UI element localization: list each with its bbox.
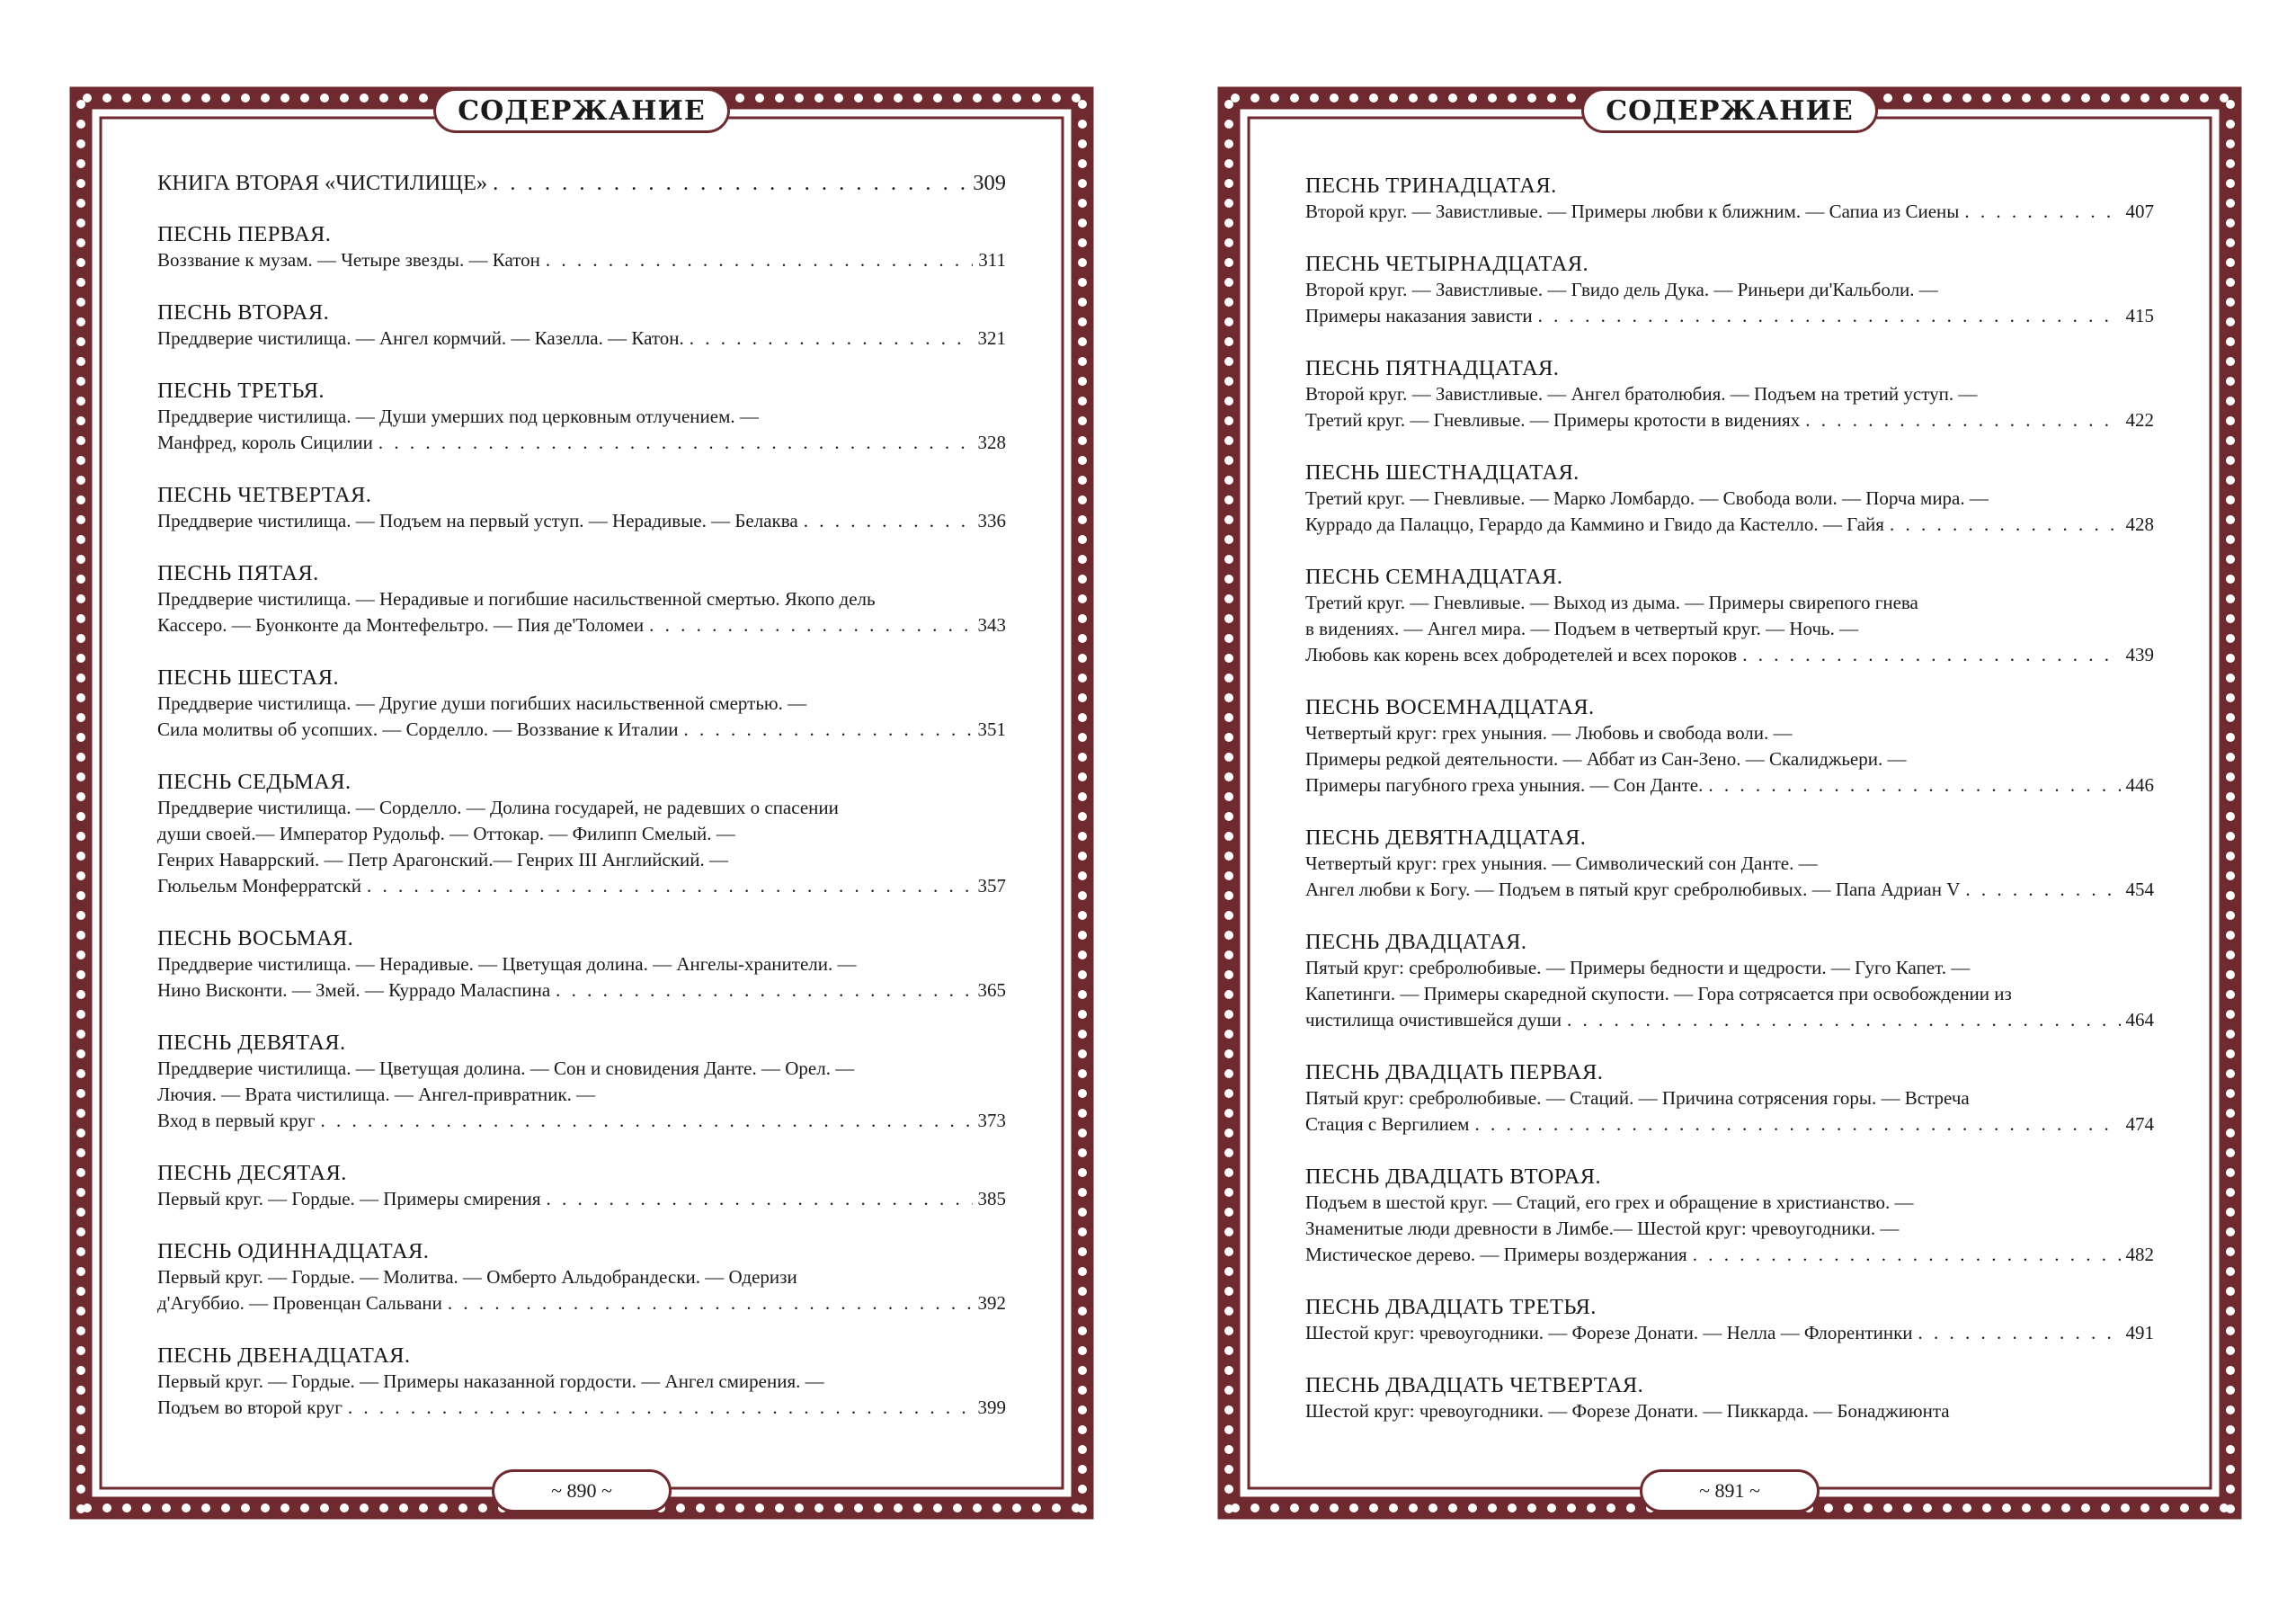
dot-leader: [683, 717, 972, 743]
canto-heading: ПЕСНЬ ПЯТНАДЦАТАЯ.: [1305, 356, 1560, 380]
canto-summary-line: Второй круг. — Завистливые. — Ангел братолюбия. — Подъем на третий уступ. —: [1305, 383, 1978, 405]
toc-row: [1305, 1111, 2154, 1138]
dot-leader: [321, 1108, 973, 1134]
entry-text: Подъем во второй круг: [157, 1396, 343, 1418]
canto-heading: ПЕСНЬ СЕМНАДЦАТАЯ.: [1305, 565, 1563, 589]
canto-summary-line: Знаменитые люди древности в Лимбе.— Шестой круг: чревоугодники. —: [1305, 1218, 1900, 1239]
dot-leader: [1742, 642, 2120, 668]
entry-page-number: 385: [977, 1188, 1006, 1209]
dot-leader: [1918, 1320, 2121, 1346]
canto-summary-line: Капетинги. — Примеры скаредной скупости. — Гора сотрясается при освобождении из: [1305, 983, 2012, 1004]
canto-heading: ПЕСНЬ ВОСЬМАЯ.: [157, 926, 354, 950]
entry-page-number: 474: [2125, 1113, 2154, 1135]
entry-text: Куррадо да Палаццо, Герардо да Каммино и Гвидо да Кастелло. — Гайя: [1305, 513, 1884, 535]
dot-leader: [804, 508, 973, 534]
canto-heading: ПЕСНЬ ДВАДЦАТЬ ТРЕТЬЯ.: [1305, 1295, 1597, 1319]
dot-leader: [1965, 877, 2120, 903]
entry-page-number: 482: [2125, 1244, 2154, 1265]
entry-text: чистилища очистившейся души: [1305, 1009, 1562, 1031]
entry-page-number: 357: [977, 875, 1006, 897]
dot-leader: [1964, 199, 2120, 225]
entry-text: Примеры наказания зависти: [1305, 305, 1533, 326]
entry-page-number: 392: [977, 1292, 1006, 1314]
table-of-contents-right: [1305, 173, 2154, 1450]
canto-summary-line: души своей.— Император Рудольф. — Оттокар. — Филипп Смелый. —: [157, 823, 735, 844]
canto-heading: ПЕСНЬ ПЕРВАЯ.: [157, 222, 332, 246]
entry-text: Гюльельм Монферратскй: [157, 875, 362, 897]
toc-row: [1305, 642, 2154, 668]
toc-entry: [1305, 929, 2154, 1033]
entry-page-number: 491: [2125, 1322, 2154, 1343]
canto-summary-line: Пятый круг: сребролюбивые. — Стаций. — Причина сотрясения горы. — Встреча: [1305, 1087, 1970, 1109]
toc-row: [157, 1186, 1006, 1212]
dot-leader: [1805, 407, 2120, 433]
entry-page-number: 373: [977, 1110, 1006, 1131]
dot-leader: [1708, 772, 2120, 799]
dot-leader: [1567, 1007, 2121, 1033]
dot-leader: [556, 977, 972, 1004]
dot-leader: [1693, 1242, 2121, 1268]
dot-leader: [649, 612, 972, 638]
toc-row: [157, 1290, 1006, 1316]
entry-page-number: 415: [2125, 305, 2154, 326]
toc-row: [157, 169, 1006, 198]
dot-leader: [493, 169, 967, 198]
dot-leader: [348, 1395, 973, 1421]
toc-entry: [157, 221, 1006, 273]
entry-text: Воззвание к музам. — Четыре звезды. — Катон: [157, 249, 540, 271]
canto-summary-line: Второй круг. — Завистливые. — Гвидо дель Дука. — Риньери ди'Кальболи. —: [1305, 279, 1938, 300]
canto-summary-line: Пятый круг: сребролюбивые. — Примеры бедности и щедрости. — Гуго Капет. —: [1305, 957, 1971, 978]
entry-text: Шестой круг: чревоугодники. — Форезе Донати. — Нелла — Флорентинки: [1305, 1322, 1913, 1343]
toc-row: [1305, 303, 2154, 329]
entry-page-number: 439: [2125, 644, 2154, 665]
entry-page-number: 328: [977, 432, 1006, 453]
entry-text: Ангел любви к Богу. — Подъем в пятый круг сребролюбивых. — Папа Адриан V: [1305, 879, 1961, 900]
entry-text: Кассеро. — Буонконте да Монтефельтро. — Пия де'Толомеи: [157, 614, 645, 636]
toc-entry: [1305, 825, 2154, 903]
canto-heading: ПЕСНЬ ОДИННАДЦАТАЯ.: [157, 1239, 430, 1263]
toc-row: [157, 508, 1006, 534]
right-page: [1217, 86, 2242, 1520]
toc-row: [157, 1395, 1006, 1421]
toc-entry: [1305, 355, 2154, 433]
canto-heading: ПЕСНЬ ТРИНАДЦАТАЯ.: [1305, 174, 1557, 198]
dot-leader: [378, 430, 973, 456]
page-title: СОДЕРЖАНИЕ: [1581, 88, 1878, 133]
toc-entry: [157, 665, 1006, 743]
entry-page-number: 464: [2125, 1009, 2154, 1031]
toc-entry: [157, 299, 1006, 352]
entry-page-number: 309: [973, 171, 1006, 195]
toc-row: [1305, 407, 2154, 433]
page-title: СОДЕРЖАНИЕ: [433, 88, 730, 133]
entry-page-number: 428: [2125, 513, 2154, 535]
canto-heading: ПЕСНЬ ДВАДЦАТЬ ПЕРВАЯ.: [1305, 1060, 1604, 1084]
dot-leader: [448, 1290, 973, 1316]
canto-summary-line: Первый круг. — Гордые. — Примеры наказанной гордости. — Ангел смирения. —: [157, 1370, 824, 1392]
entry-text: Нино Висконти. — Змей. — Куррадо Маласпина: [157, 979, 551, 1001]
dot-leader: [546, 247, 973, 273]
toc-entry: [1305, 1372, 2154, 1424]
page-number: ~ 891 ~: [1640, 1469, 1820, 1512]
canto-summary-line: Четвертый круг: грех уныния. — Любовь и свобода воли. —: [1305, 722, 1793, 744]
toc-entry: [1305, 1294, 2154, 1346]
canto-heading: ПЕСНЬ ДВАДЦАТЬ ВТОРАЯ.: [1305, 1164, 1601, 1189]
toc-row: [1305, 512, 2154, 538]
entry-text: Стация с Вергилием: [1305, 1113, 1470, 1135]
entry-text: Сила молитвы об усопших. — Сорделло. — Воззвание к Италии: [157, 718, 679, 740]
toc-row: [1305, 1320, 2154, 1346]
toc-row: [1305, 877, 2154, 903]
toc-entry: [1305, 694, 2154, 799]
page-number: ~ 890 ~: [492, 1469, 672, 1512]
canto-summary-line: Третий круг. — Гневливые. — Выход из дыма. — Примеры свирепого гнева: [1305, 592, 1918, 613]
entry-page-number: 407: [2125, 201, 2154, 222]
toc-entry: [1305, 1059, 2154, 1138]
entry-text: Первый круг. — Гордые. — Примеры смирения: [157, 1188, 541, 1209]
canto-heading: ПЕСНЬ ВТОРАЯ.: [157, 300, 330, 325]
entry-page-number: 365: [977, 979, 1006, 1001]
canto-summary-line: Подъем в шестой круг. — Стаций, его грех и обращение в христианство. —: [1305, 1191, 1914, 1213]
entry-page-number: 343: [977, 614, 1006, 636]
canto-summary-line: Генрих Наваррский. — Петр Арагонский.— Генрих III Английский. —: [157, 849, 728, 870]
entry-text: Второй круг. — Завистливые. — Примеры любви к ближним. — Сапиа из Сиены: [1305, 201, 1960, 222]
toc-entry: [157, 378, 1006, 456]
canto-summary-line: Преддверие чистилища. — Другие души погибших насильственной смертью. —: [157, 692, 807, 714]
canto-heading: ПЕСНЬ ДЕВЯТНАДЦАТАЯ.: [1305, 825, 1587, 850]
canto-heading: ПЕСНЬ ВОСЕМНАДЦАТАЯ.: [1305, 695, 1595, 719]
canto-heading: ПЕСНЬ ДВАДЦАТАЯ.: [1305, 930, 1527, 954]
canto-summary-line: Четвертый круг: грех уныния. — Символический сон Данте. —: [1305, 852, 1818, 874]
canto-summary-line: Преддверие чистилища. — Души умерших под церковным отлучением. —: [157, 406, 759, 427]
toc-row: [1305, 1007, 2154, 1033]
entry-text: Примеры пагубного греха уныния. — Сон Данте.: [1305, 774, 1704, 796]
toc-row: [157, 612, 1006, 638]
entry-text: Третий круг. — Гневливые. — Примеры кротости в видениях: [1305, 409, 1801, 431]
dot-leader: [1890, 512, 2121, 538]
canto-heading: ПЕСНЬ ДВЕНАДЦАТАЯ.: [157, 1343, 411, 1368]
canto-summary-line: Примеры редкой деятельности. — Аббат из Сан-Зено. — Скалиджьери. —: [1305, 748, 1907, 770]
toc-entry: [157, 1030, 1006, 1134]
canto-heading: ПЕСНЬ ДЕСЯТАЯ.: [157, 1161, 347, 1185]
canto-summary-line: Шестой круг: чревоугодники. — Форезе Донати. — Пиккарда. — Бонаджиюнта: [1305, 1400, 1950, 1422]
toc-row: [157, 873, 1006, 899]
toc-entry: [157, 769, 1006, 899]
dot-leader: [367, 873, 972, 899]
canto-heading: ПЕСНЬ ШЕСТНАДЦАТАЯ.: [1305, 460, 1580, 485]
toc-row: [157, 430, 1006, 456]
canto-summary-line: Лючия. — Врата чистилища. — Ангел-привратник. —: [157, 1084, 596, 1105]
canto-summary-line: Преддверие чистилища. — Нерадивые и погибшие насильственной смертью. Якопо дель: [157, 588, 876, 610]
toc-entry: [157, 560, 1006, 638]
toc-row: [157, 1108, 1006, 1134]
toc-entry: [157, 1343, 1006, 1421]
entry-page-number: 422: [2125, 409, 2154, 431]
entry-text: КНИГА ВТОРАЯ «ЧИСТИЛИЩЕ»: [157, 171, 488, 195]
dot-leader: [546, 1186, 972, 1212]
entry-page-number: 351: [977, 718, 1006, 740]
toc-entry: [157, 1160, 1006, 1212]
entry-page-number: 454: [2125, 879, 2154, 900]
entry-text: Вход в первый круг: [157, 1110, 316, 1131]
toc-entry: [1305, 251, 2154, 329]
entry-text: Мистическое дерево. — Примеры воздержания: [1305, 1244, 1687, 1265]
entry-page-number: 446: [2125, 774, 2154, 796]
toc-row: [1305, 1242, 2154, 1268]
toc-row: [157, 977, 1006, 1004]
entry-page-number: 321: [977, 327, 1006, 349]
toc-entry: [1305, 564, 2154, 668]
toc-row: [1305, 772, 2154, 799]
canto-heading: ПЕСНЬ ЧЕТВЕРТАЯ.: [157, 483, 372, 507]
dot-leader: [1474, 1111, 2120, 1138]
canto-heading: ПЕСНЬ ПЯТАЯ.: [157, 561, 319, 585]
toc-entry: [1305, 460, 2154, 538]
toc-entry: [1305, 1164, 2154, 1268]
dot-leader: [1538, 303, 2121, 329]
canto-heading: ПЕСНЬ СЕДЬМАЯ.: [157, 770, 352, 794]
entry-text: Преддверие чистилища. — Подъем на первый уступ. — Нерадивые. — Белаква: [157, 510, 798, 531]
toc-row: [157, 717, 1006, 743]
entry-text: Преддверие чистилища. — Ангел кормчий. — Казелла. — Катон.: [157, 327, 684, 349]
dot-leader: [690, 326, 973, 352]
canto-heading: ПЕСНЬ ЧЕТЫРНАДЦАТАЯ.: [1305, 252, 1589, 276]
toc-row: [157, 326, 1006, 352]
canto-summary-line: Первый круг. — Гордые. — Молитва. — Омберто Альдобрандески. — Одеризи: [157, 1266, 797, 1288]
entry-text: Манфред, король Сицилии: [157, 432, 373, 453]
canto-summary-line: в видениях. — Ангел мира. — Подъем в четвертый круг. — Ночь. —: [1305, 618, 1859, 639]
canto-summary-line: Преддверие чистилища. — Сорделло. — Долина государей, не радевших о спасении: [157, 797, 839, 818]
canto-heading: ПЕСНЬ ШЕСТАЯ.: [157, 665, 340, 690]
toc-entry: [1305, 173, 2154, 225]
entry-page-number: 311: [978, 249, 1006, 271]
canto-summary-line: Третий круг. — Гневливые. — Марко Ломбардо. — Свобода воли. — Порча мира. —: [1305, 487, 1989, 509]
canto-summary-line: Преддверие чистилища. — Нерадивые. — Цветущая долина. — Ангелы-хранители. —: [157, 953, 857, 975]
canto-heading: ПЕСНЬ ТРЕТЬЯ.: [157, 379, 325, 403]
canto-heading: ПЕСНЬ ДЕВЯТАЯ.: [157, 1031, 346, 1055]
toc-row: [1305, 199, 2154, 225]
toc-entry: [157, 482, 1006, 534]
toc-entry: [157, 925, 1006, 1004]
entry-text: Любовь как корень всех добродетелей и всех пороков: [1305, 644, 1738, 665]
entry-page-number: 336: [977, 510, 1006, 531]
canto-heading: ПЕСНЬ ДВАДЦАТЬ ЧЕТВЕРТАЯ.: [1305, 1373, 1644, 1397]
entry-text: д'Агуббио. — Провенцан Сальвани: [157, 1292, 442, 1314]
table-of-contents-left: [157, 169, 1006, 1447]
toc-entry: [157, 1238, 1006, 1316]
canto-summary-line: Преддверие чистилища. — Цветущая долина. — Сон и сновидения Данте. — Орел. —: [157, 1057, 855, 1079]
left-page: [69, 86, 1094, 1520]
entry-page-number: 399: [977, 1396, 1006, 1418]
toc-row: [157, 247, 1006, 273]
